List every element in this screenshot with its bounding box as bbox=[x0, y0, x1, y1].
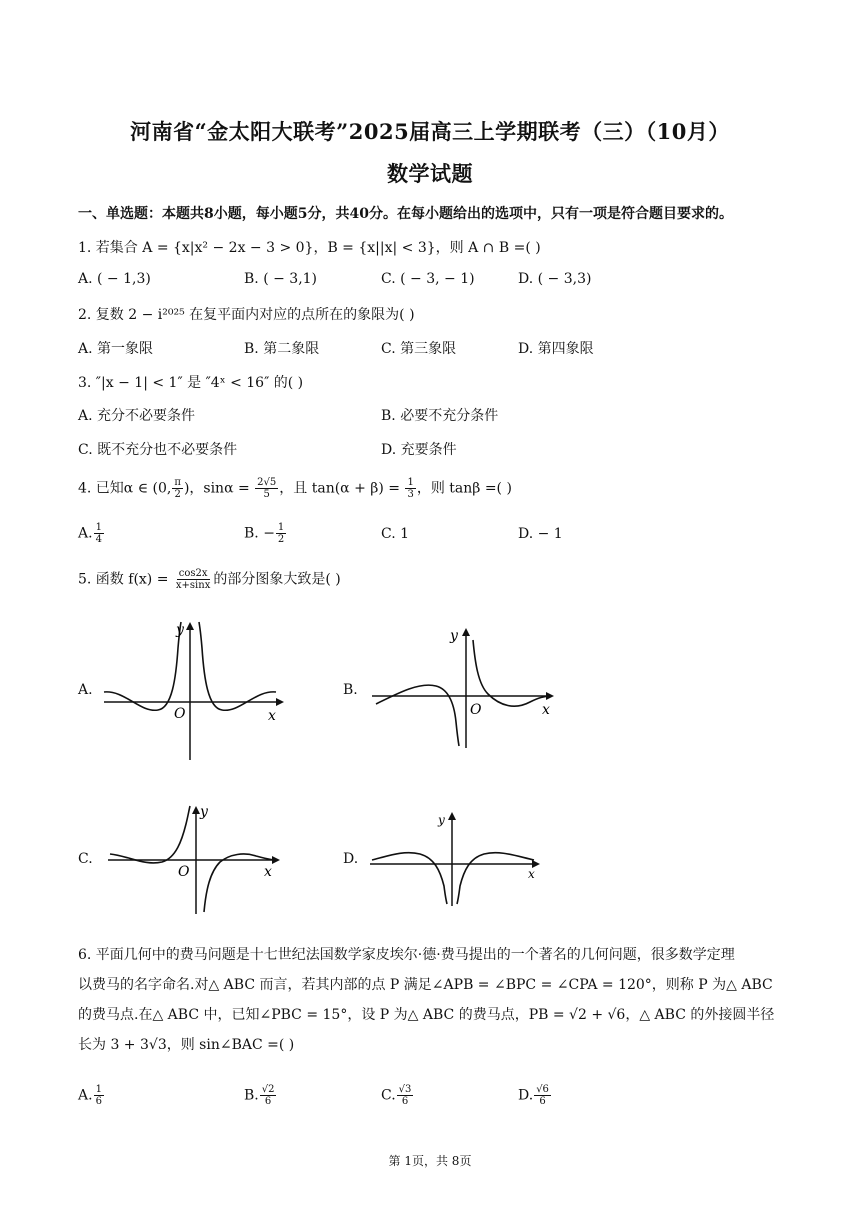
question-2-stem: 2. 复数 2 − i²⁰²⁵ 在复平面内对应的点所在的象限为( ) bbox=[78, 307, 415, 323]
q5-frac bbox=[174, 568, 212, 591]
q4-frac-pi bbox=[172, 477, 183, 500]
option-frac bbox=[94, 1084, 104, 1107]
question-4-stem bbox=[78, 477, 512, 500]
q6-option-b bbox=[244, 1084, 277, 1107]
frac-num: √2 bbox=[261, 1084, 275, 1095]
graph-a-x-label: x bbox=[268, 708, 276, 724]
q1-option-b: B. ( − 3,1) bbox=[244, 271, 318, 287]
q6-line: 的费马点.在△ ABC 中，已知∠PBC = 15°，设 P 为△ ABC 的费马点，PB = √2 + √6，△ ABC 的外接圆半径 bbox=[78, 1007, 775, 1023]
graph-b-origin: O bbox=[470, 702, 482, 718]
section-heading: 一、单选题：本题共8小题，每小题5分，共40分。在每小题给出的选项中，只有一项是符合题目要求的。 bbox=[78, 206, 733, 222]
option-prefix: C. bbox=[381, 1087, 396, 1104]
frac-num: 1 bbox=[95, 1084, 102, 1095]
option-prefix: D. bbox=[518, 1087, 534, 1104]
frac-num: cos2x bbox=[178, 568, 208, 579]
graph-d-label: D. bbox=[343, 851, 359, 867]
q4-stem-part: )，sinα = bbox=[183, 480, 250, 497]
q6-option-c bbox=[381, 1084, 414, 1107]
option-prefix: B. − bbox=[244, 525, 275, 542]
q3-option-c: C. 既不充分也不必要条件 bbox=[78, 442, 238, 458]
q4-frac-sin bbox=[255, 477, 278, 500]
frac-den: 6 bbox=[264, 1096, 272, 1107]
graph-d-x-label: x bbox=[528, 867, 535, 881]
q2-option-b: B. 第二象限 bbox=[244, 341, 320, 357]
graph-d bbox=[368, 806, 548, 910]
q5-stem-part: 的部分图象大致是( ) bbox=[213, 571, 341, 588]
question-6-stem bbox=[78, 940, 786, 1060]
graph-b bbox=[370, 622, 560, 752]
q3-option-b: B. 必要不充分条件 bbox=[381, 408, 499, 424]
q4-stem-part: ，则 tanβ =( ) bbox=[416, 480, 512, 497]
frac-num: √6 bbox=[536, 1084, 549, 1095]
frac-den: x+sinx bbox=[175, 580, 211, 591]
q4-frac-tan bbox=[405, 477, 415, 500]
frac-den: 6 bbox=[401, 1096, 409, 1107]
graph-a-y-label: y bbox=[176, 622, 184, 638]
q6-option-a bbox=[78, 1084, 105, 1107]
q2-option-c: C. 第三象限 bbox=[381, 341, 457, 357]
graph-c-y-label: y bbox=[200, 804, 208, 820]
q3-option-a: A. 充分不必要条件 bbox=[78, 408, 196, 424]
q4-stem-part: ，且 tan(α + β) = bbox=[279, 480, 401, 497]
option-prefix: A. bbox=[78, 1087, 93, 1104]
frac-den: 6 bbox=[539, 1096, 546, 1107]
frac-den: 2 bbox=[277, 534, 285, 545]
option-frac bbox=[534, 1084, 551, 1107]
q3-option-d: D. 充要条件 bbox=[381, 442, 457, 458]
q6-line: 长为 3 + 3√3，则 sin∠BAC =( ) bbox=[78, 1037, 295, 1053]
graph-a bbox=[100, 618, 290, 764]
frac-num: π bbox=[174, 477, 181, 488]
graph-c-x-label: x bbox=[264, 864, 272, 880]
q5-stem-part: 5. 函数 f(x) = bbox=[78, 571, 169, 588]
q4-option-c: C. 1 bbox=[381, 526, 410, 542]
frac-den: 4 bbox=[95, 534, 102, 545]
option-prefix: A. bbox=[78, 525, 93, 542]
frac-num: 1 bbox=[95, 522, 102, 533]
graph-c-label: C. bbox=[78, 851, 93, 867]
q6-option-d bbox=[518, 1084, 552, 1107]
q4-option-a bbox=[78, 522, 105, 545]
option-prefix: B. bbox=[244, 1087, 259, 1104]
graph-a-origin: O bbox=[174, 706, 186, 722]
q4-option-d: D. − 1 bbox=[518, 526, 563, 542]
page-subtitle: 数学试题 bbox=[387, 161, 473, 186]
option-frac bbox=[260, 1084, 277, 1107]
q1-option-a: A. ( − 1,3) bbox=[78, 271, 151, 287]
frac-den: 5 bbox=[263, 489, 270, 500]
graph-b-x-label: x bbox=[542, 702, 550, 718]
q6-line: 以费马的名字命名.对△ ABC 而言，若其内部的点 P 满足∠APB = ∠BPC = ∠CPA = 120°，则称 P 为△ ABC bbox=[78, 977, 773, 993]
frac-num: 2√5 bbox=[257, 477, 277, 488]
frac-num: √3 bbox=[398, 1084, 412, 1095]
frac-den: 6 bbox=[95, 1096, 102, 1107]
question-3-stem: 3. ″|x − 1| < 1″ 是 ″4ˣ < 16″ 的( ) bbox=[78, 375, 304, 391]
graph-b-label: B. bbox=[343, 682, 358, 698]
graph-c-origin: O bbox=[178, 864, 190, 880]
graph-b-y-label: y bbox=[450, 628, 458, 644]
option-frac bbox=[397, 1084, 414, 1107]
graph-d-y-label: y bbox=[438, 813, 445, 827]
q2-option-a: A. 第一象限 bbox=[78, 341, 154, 357]
q6-line: 6. 平面几何中的费马问题是十七世纪法国数学家皮埃尔·德·费马提出的一个著名的几何问题，很多数学定理 bbox=[78, 947, 735, 963]
frac-den: 2 bbox=[174, 489, 181, 500]
option-frac bbox=[276, 522, 286, 545]
graph-c bbox=[104, 800, 284, 918]
q2-option-d: D. 第四象限 bbox=[518, 341, 594, 357]
graph-a-label: A. bbox=[78, 682, 93, 698]
option-frac bbox=[94, 522, 104, 545]
page-footer: 第 1页，共 8页 bbox=[388, 1154, 472, 1168]
question-5-stem bbox=[78, 568, 341, 591]
frac-num: 1 bbox=[407, 477, 414, 488]
q4-option-b bbox=[244, 522, 287, 545]
q1-option-c: C. ( − 3, − 1) bbox=[381, 271, 475, 287]
question-1-stem: 1. 若集合 A = {x|x² − 2x − 3 > 0}，B = {x||x| < 3}，则 A ∩ B =( ) bbox=[78, 240, 541, 256]
frac-num: 1 bbox=[277, 522, 285, 533]
q1-option-d: D. ( − 3,3) bbox=[518, 271, 592, 287]
q4-stem-part: 4. 已知α ∈ (0, bbox=[78, 480, 172, 497]
page-title: 河南省“金太阳大联考”2025届高三上学期联考（三）（10月） bbox=[130, 119, 730, 144]
frac-den: 3 bbox=[407, 489, 414, 500]
